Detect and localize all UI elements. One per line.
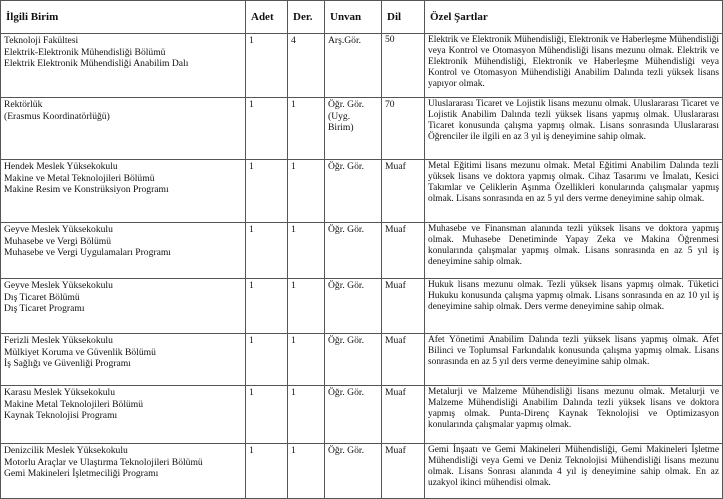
degree-cell: 4: [288, 34, 325, 98]
conditions-text: Gemi İnşaatı ve Gemi Makineleri Mühendisliği, Gemi Makineleri İşletme Mühendisliği veya Gemi ve Deniz Teknolojisi Mühendisliği lisans mezunu olmak. Lisans Sonrası alanında 4 yıl iş deneyimine sahip olmak. En az uzakyol ikinci mühendisi olmak.: [428, 445, 719, 488]
unit-line: Elektrik-Elektronik Mühendisliği Bölümü: [4, 46, 166, 58]
header-count: Adet: [246, 1, 288, 34]
table-row: [1, 223, 723, 279]
conditions-cell: [425, 444, 723, 499]
conditions-text: Metal Eğitimi lisans mezunu olmak. Metal Eğitimi Anabilim Dalında tezli yüksek lisans ve doktora yapmış olmak. Cihaz Tasarımı ve İmalatı, Kesici Takımlar ve Çeliklerin Aşınma Özellikleri konularında çalışmalar yapmış olmak. Lisans sonrasında en az 5 yıl ders verme deneyimine sahip olmak.: [428, 161, 719, 204]
conditions-text: Uluslararası Ticaret ve Lojistik lisans mezunu olmak. Uluslararası Ticaret ve Lojistik Anabilim Dalında tezli yüksek lisans yapmış olmak. Uluslararası Ticaret konusunda çalışma yapmış olmak. Lisans sonrasında Uluslararası Öğrenciler ile ilgili en az 3 yıl iş deneyimine sahip olmak.: [428, 99, 719, 142]
count-cell: 1: [246, 279, 288, 334]
unit-line: Denizcilik Meslek Yüksekokulu: [4, 445, 128, 456]
conditions-cell: [425, 223, 723, 279]
language-cell: 70: [382, 98, 425, 160]
degree-cell: 1: [288, 444, 325, 499]
conditions-text: Elektrik ve Elektronik Mühendisliği, Elektronik ve Haberleşme Mühendisliği veya Kontrol ve Otomasyon Mühendisliği lisans mezunu olmak. Elektrik ve Elektronik Mühendisliği, Elektronik ve Haberleşme Mühendisliği veya Kontrol ve Otomasyon Mühendisliği Anabilim Dalında tezli yüksek lisans yapıyor olmak.: [428, 35, 719, 89]
table-row: [1, 160, 723, 223]
degree-cell: 1: [288, 98, 325, 160]
unit-cell: [1, 160, 246, 223]
degree-cell: 1: [288, 386, 325, 444]
count-cell: 1: [246, 160, 288, 223]
table-row: [1, 444, 723, 499]
count-cell: 1: [246, 386, 288, 444]
table-row: [1, 34, 723, 98]
conditions-text: Muhasebe ve Finansman alanında tezli yüksek lisans ve doktora yapmış olmak. Muhasebe Denetiminde Yapay Zeka ve Makina Öğrenmesi konularında çalışmalar yapmış olmak. Lisans sonrasında en az 5 yıl iş deneyimine sahip olmak.: [428, 224, 719, 267]
title-cell: Öğr. Gör.: [325, 160, 382, 223]
unit-line: Makine Resim ve Konstrüksiyon Programı: [4, 184, 169, 195]
title-cell: Öğr. Gör.: [325, 386, 382, 444]
header-degree: Der.: [288, 1, 325, 34]
unit-cell: [1, 386, 246, 444]
table-row: [1, 334, 723, 386]
header-row: [1, 1, 723, 34]
unit-line: İş Sağlığı ve Güvenliği Programı: [4, 358, 131, 369]
count-cell: 1: [246, 334, 288, 386]
title-cell: Öğr. Gör.: [325, 334, 382, 386]
degree-cell: 1: [288, 334, 325, 386]
language-cell: Muaf: [382, 279, 425, 334]
count-cell: 1: [246, 34, 288, 98]
table-row: [1, 98, 723, 160]
title-cell: Öğr. Gör.: [325, 223, 382, 279]
title-cell: Öğr. Gör. (Uyg. Birim): [325, 98, 382, 160]
language-cell: Muaf: [382, 334, 425, 386]
degree-cell: 1: [288, 160, 325, 223]
unit-line: Gemi Makineleri İşletmeciliği Programı: [4, 468, 159, 479]
conditions-cell: [425, 160, 723, 223]
unit-cell: [1, 223, 246, 279]
conditions-cell: [425, 98, 723, 160]
unit-line: Dış Ticaret Bölümü: [4, 291, 80, 303]
unit-line: Muhasebe ve Vergi Uygulamaları Programı: [4, 247, 171, 258]
title-cell: Arş.Gör.: [325, 34, 382, 98]
language-cell: Muaf: [382, 223, 425, 279]
header-language: Dil: [382, 1, 425, 34]
conditions-cell: [425, 334, 723, 386]
count-cell: 1: [246, 98, 288, 160]
header-unit: İlgili Birim: [1, 1, 246, 34]
unit-line: Muhasebe ve Vergi Bölümü: [4, 235, 112, 247]
unit-line: Geyve Meslek Yüksekokulu: [4, 280, 113, 291]
conditions-text: Afet Yönetimi Anabilim Dalında tezli yüksek lisans yapmış olmak. Afet Bilinci ve Toplumsal Farkındalık konusunda çalışma yapmış olmak. Lisans sonrasında en az 5 yıl ders verme deneyimine sahip olmak.: [428, 335, 719, 367]
unit-cell: [1, 334, 246, 386]
table-row: [1, 279, 723, 334]
unit-line: Motorlu Araçlar ve Ulaştırma Teknolojileri Bölümü: [4, 456, 203, 468]
conditions-cell: [425, 279, 723, 334]
unit-cell: [1, 279, 246, 334]
count-cell: 1: [246, 223, 288, 279]
unit-line: Rektörlük: [4, 99, 43, 110]
language-cell: Muaf: [382, 160, 425, 223]
unit-line: Elektrik Elektronik Mühendisliği Anabilim Dalı: [4, 58, 189, 69]
unit-line: Ferizli Meslek Yüksekokulu: [4, 335, 113, 346]
unit-cell: [1, 34, 246, 98]
language-cell: Muaf: [382, 386, 425, 444]
unit-line: Kaynak Teknolojisi Programı: [4, 410, 118, 421]
unit-line: Geyve Meslek Yüksekokulu: [4, 224, 113, 235]
conditions-cell: [425, 386, 723, 444]
language-cell: Muaf: [382, 444, 425, 499]
unit-line: Hendek Meslek Yüksekokulu: [4, 161, 118, 172]
degree-cell: 1: [288, 223, 325, 279]
unit-cell: [1, 98, 246, 160]
unit-line: Karasu Meslek Yüksekokulu: [4, 387, 116, 398]
title-cell: Öğr. Gör.: [325, 279, 382, 334]
unit-line: Dış Ticaret Programı: [4, 303, 85, 314]
conditions-text: Hukuk lisans mezunu olmak. Tezli yüksek lisans yapmış olmak. Tüketici Hukuku konusunda çalışma yapmış olmak. Lisans sonrasında en az 10 yıl iş deneyimine sahip olmak. Ders verme deneyimine sahip olmak.: [428, 280, 719, 312]
unit-line: Mülkiyet Koruma ve Güvenlik Bölümü: [4, 346, 156, 358]
unit-line: Makine Metal Teknolojileri Bölümü: [4, 398, 144, 410]
header-conditions: Özel Şartlar: [425, 1, 723, 34]
conditions-cell: [425, 34, 723, 98]
conditions-text: Metalurji ve Malzeme Mühendisliği lisans mezunu olmak. Metalurji ve Malzeme Mühendisliği Anabilim Dalında tezli yüksek lisans ve doktora yapmış olmak. Punta-Direnç Kaynak Teknolojisi ve Optimizasyon konularında çalışmalar yapmış olmak.: [428, 387, 719, 430]
language-cell: 50: [382, 34, 425, 98]
unit-line: Makine ve Metal Teknolojileri Bölümü: [4, 172, 155, 184]
unit-line: Teknoloji Fakültesi: [4, 35, 79, 46]
unit-cell: [1, 444, 246, 499]
header-title: Unvan: [325, 1, 382, 34]
table-row: [1, 386, 723, 444]
degree-cell: 1: [288, 279, 325, 334]
count-cell: 1: [246, 444, 288, 499]
unit-line: (Erasmus Koordinatörlüğü): [4, 110, 110, 122]
title-cell: Öğr. Gör.: [325, 444, 382, 499]
